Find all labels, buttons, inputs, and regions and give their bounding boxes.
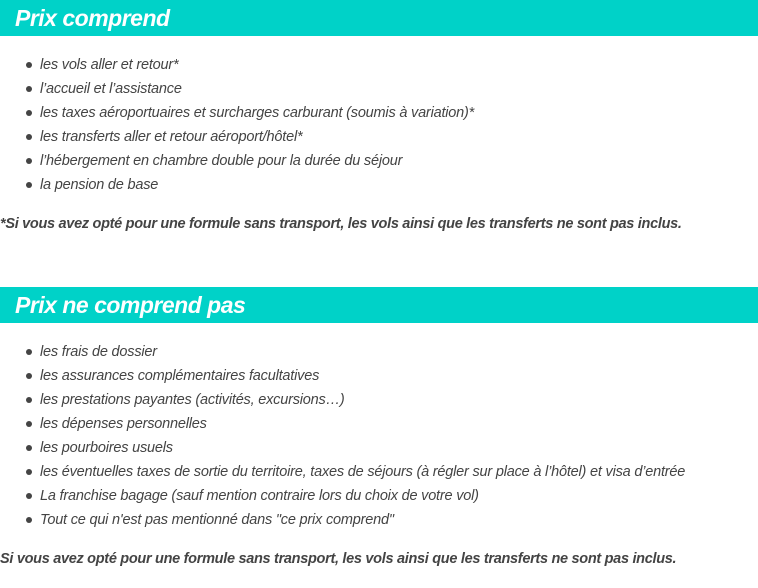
bullet-icon (26, 373, 32, 379)
bullet-icon (26, 517, 32, 523)
excluded-section-header (0, 287, 758, 323)
bullet-icon (26, 110, 32, 116)
list-item: Tout ce qui n'est pas mentionné dans "ce prix comprend" (0, 508, 685, 532)
excluded-list (0, 340, 685, 532)
included-section-header (0, 0, 758, 36)
included-note: *Si vous avez opté pour une formule sans transport, les vols ainsi que les transferts ne sont pas inclus. (0, 216, 682, 232)
bullet-icon (26, 421, 32, 427)
bullet-icon (26, 349, 32, 355)
bullet-icon (26, 158, 32, 164)
bullet-icon (26, 397, 32, 403)
included-list (0, 53, 474, 197)
list-item: les dépenses personnelles (0, 412, 685, 436)
bullet-icon (26, 86, 32, 92)
list-item: les transferts aller et retour aéroport/hôtel* (0, 125, 474, 149)
list-item: les vols aller et retour* (0, 53, 474, 77)
bullet-icon (26, 134, 32, 140)
list-item: La franchise bagage (sauf mention contraire lors du choix de votre vol) (0, 484, 685, 508)
list-item: les éventuelles taxes de sortie du territoire, taxes de séjours (à régler sur place à l’hôtel) et visa d’entrée (0, 460, 685, 484)
excluded-note: Si vous avez opté pour une formule sans transport, les vols ainsi que les transferts ne sont pas inclus. (0, 551, 677, 567)
bullet-icon (26, 182, 32, 188)
list-item: les prestations payantes (activités, excursions…) (0, 388, 685, 412)
bullet-icon (26, 469, 32, 475)
bullet-icon (26, 493, 32, 499)
bullet-icon (26, 445, 32, 451)
list-item: les assurances complémentaires facultatives (0, 364, 685, 388)
included-title: Prix comprend (15, 5, 170, 31)
bullet-icon (26, 62, 32, 68)
list-item: les pourboires usuels (0, 436, 685, 460)
excluded-title: Prix ne comprend pas (15, 292, 246, 318)
list-item: la pension de base (0, 173, 474, 197)
list-item: l’accueil et l’assistance (0, 77, 474, 101)
list-item: les frais de dossier (0, 340, 685, 364)
list-item: l’hébergement en chambre double pour la durée du séjour (0, 149, 474, 173)
list-item: les taxes aéroportuaires et surcharges carburant (soumis à variation)* (0, 101, 474, 125)
